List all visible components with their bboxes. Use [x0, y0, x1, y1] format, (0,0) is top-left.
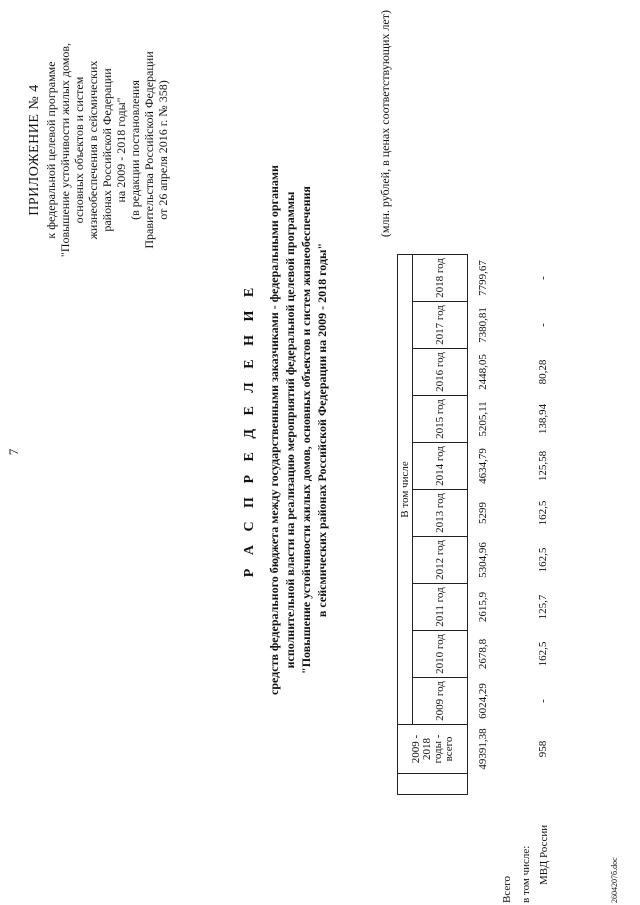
table-cell: 162,5	[537, 500, 549, 526]
row-label-including: в том числе:	[520, 845, 532, 903]
table-cell: 80,28	[537, 359, 549, 385]
table-cell: 2448,05	[477, 354, 489, 390]
document-title: Р А С П Р Е Д Е Л Е Н И Е	[242, 282, 257, 578]
appendix-line: к федеральной целевой программе	[44, 61, 58, 239]
appendix-heading: ПРИЛОЖЕНИЕ № 4	[27, 84, 42, 216]
year-header: 2014 год	[413, 443, 468, 490]
table-cell: 958	[537, 740, 549, 758]
year-header: 2011 год	[413, 584, 468, 631]
subtitle-line: "Повышение устойчивости жилых домов, основных объектов и систем жизнеобеспечения	[299, 186, 313, 674]
subtitle-line: в сейсмических районах Российской Федерации на 2009 - 2018 годы"	[315, 242, 329, 618]
table-cell: 5205,11	[477, 401, 489, 437]
year-header: 2017 год	[413, 302, 468, 349]
appendix-line: от 26 апреля 2016 г. № 358)	[156, 80, 170, 220]
year-header: 2018 год	[413, 255, 468, 302]
subtitle-line: средств федерального бюджета между государственными заказчиками - федеральными органами	[267, 165, 281, 695]
total-column-header: 2009 - 2018 годы - всего	[398, 725, 468, 774]
year-header: 2012 год	[413, 537, 468, 584]
year-header: 2016 год	[413, 349, 468, 396]
table-corner-cell	[398, 774, 468, 795]
table-cell: -	[537, 276, 549, 280]
table-row	[498, 255, 528, 795]
appendix-line: "Повышение устойчивости жилых домов,	[58, 42, 72, 258]
appendix-line: районах Российской Федерации	[100, 68, 114, 232]
units-note: (млн. рублей, в ценах соответствующих лет)	[378, 10, 392, 238]
appendix-line: основных объектов и систем	[72, 76, 86, 224]
year-header: 2015 год	[413, 396, 468, 443]
table-row	[528, 255, 558, 795]
year-header: 2010 год	[413, 631, 468, 678]
appendix-block	[28, 0, 170, 300]
appendix-line: жизнеобеспечения в сейсмических	[86, 60, 100, 240]
table-cell: 5299	[477, 502, 489, 524]
appendix-line: на 2009 - 2018 годы"	[114, 97, 128, 203]
table-cell: 125,58	[537, 450, 549, 482]
table-row	[468, 255, 499, 795]
document-code: 2604207б.doc	[610, 857, 619, 903]
document-subtitle	[266, 95, 330, 765]
table-cell: 2678,8	[477, 638, 489, 670]
table-cell: 2615,9	[477, 591, 489, 623]
table-cell: 7799,67	[477, 260, 489, 296]
table-cell: -	[537, 699, 549, 703]
table-cell: 6024,29	[477, 683, 489, 719]
table-cell: 138,94	[537, 403, 549, 435]
title-block	[242, 95, 330, 765]
table-cell: 162,5	[537, 547, 549, 573]
year-header: 2009 год	[413, 678, 468, 725]
page-number: 7	[6, 448, 21, 456]
table-cell: 125,7	[537, 594, 549, 620]
distribution-table	[397, 254, 558, 795]
row-label-mvd: МВД России	[538, 824, 550, 885]
year-header: 2013 год	[413, 490, 468, 537]
table-cell: 162,5	[537, 641, 549, 667]
appendix-line: Правительства Российской Федерации	[142, 51, 156, 249]
subtitle-line: исполнительной власти на реализацию мероприятий федеральной целевой программы	[283, 191, 297, 669]
table-cell: -	[537, 323, 549, 327]
row-label-total: Всего	[501, 876, 513, 903]
table-cell: 4634,79	[477, 448, 489, 484]
table-cell: 7380,81	[477, 307, 489, 343]
table-cell: 49391,38	[477, 728, 489, 770]
appendix-line: (в редакции постановления	[128, 80, 142, 220]
including-header: В том числе	[398, 255, 413, 725]
table-cell: 5304,96	[477, 542, 489, 578]
